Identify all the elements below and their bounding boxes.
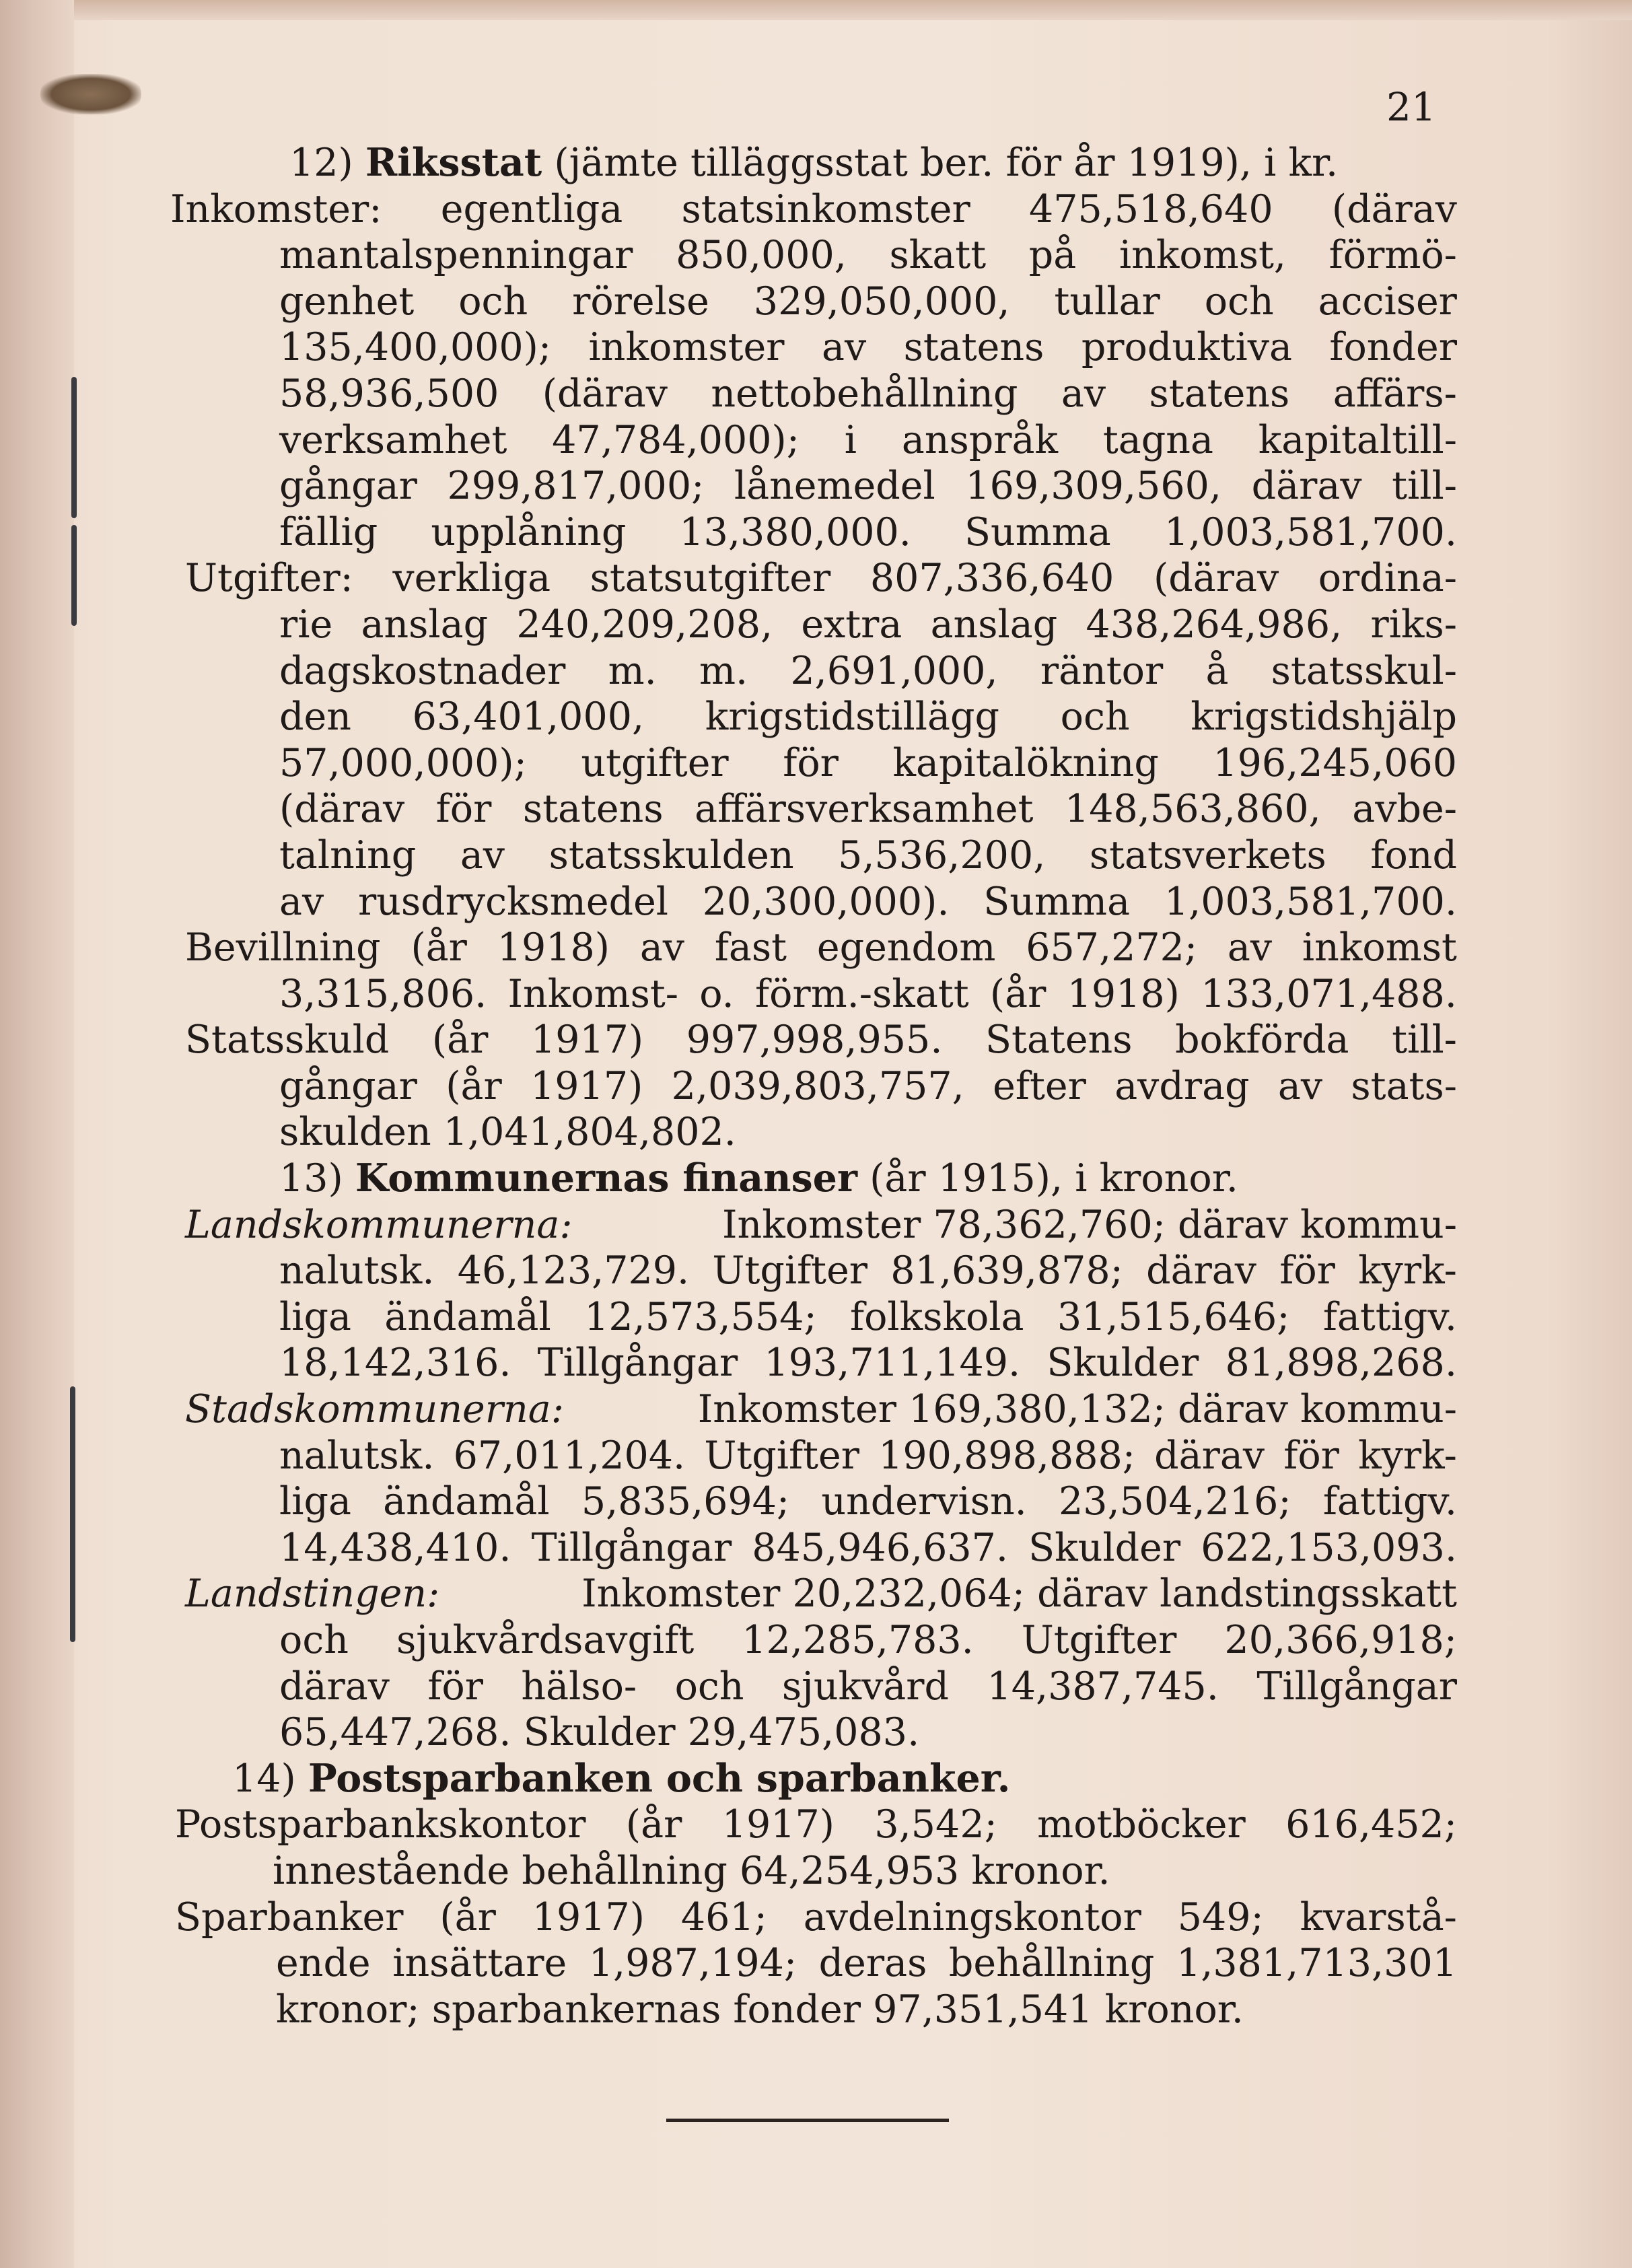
word: 329,050,000, [753,279,1010,324]
word: för [1283,1433,1339,1478]
word: acciser [1318,279,1457,324]
word: lånemedel [734,464,935,509]
text-line [185,1571,1457,1617]
word: Postsparbankskontor [175,1802,586,1847]
word: därav [1154,1433,1265,1478]
word: upplåning [431,509,627,555]
word: anspråk [901,417,1059,462]
section-title: Riksstat [365,140,542,185]
text-line [178,879,1457,925]
word: Tillgångar [531,1525,732,1570]
word: (år [989,971,1046,1016]
word: 46,123,729. [457,1248,690,1294]
section-heading [178,1156,1457,1202]
word: 196,245,060 [1213,740,1457,785]
word: (år [625,1802,682,1847]
text-line [178,279,1457,325]
word: undervisn. [821,1479,1027,1524]
word: den [279,695,351,740]
word: statens [903,325,1044,370]
word: av [1061,371,1106,416]
word: 58,936,500 [279,371,499,416]
word: förm.-skatt [754,971,969,1016]
text-line [178,1617,1457,1664]
word: 807,336,640 [870,556,1114,601]
word: (år [411,925,467,970]
word: 81,639,878; [890,1248,1123,1294]
word: och [674,1664,744,1709]
word: affärsverksamhet [695,787,1034,832]
subsection-label: Stadskommunerna: [185,1387,564,1432]
word: och [458,279,528,324]
word: av [460,832,505,878]
section-title: Postsparbanken och sparbanker. [308,1755,1011,1801]
word: 997,998,955. [686,1018,943,1063]
word: kyrk- [1358,1433,1457,1478]
binding-stitch [70,1521,75,1642]
word: å [1205,648,1229,693]
word: m. [699,648,748,693]
text-line [170,186,1457,233]
word: 12,285,783. [742,1618,974,1662]
word: stats- [1351,1063,1457,1108]
word: extra [801,602,902,647]
word: 20,366,918; [1224,1618,1457,1662]
word: inkomst, [1119,233,1287,278]
text-line: skulden 1,041,804,802. [279,1110,736,1155]
subsection-label: Landskommunerna: [185,1202,573,1247]
word: 1918) [497,925,610,970]
word: 3,542; [874,1802,997,1847]
word: 549; [1177,1894,1264,1940]
text-line [178,694,1457,740]
word: 3,315,806. [279,971,487,1016]
section-number: 14) [232,1756,296,1801]
word: och [1060,695,1130,740]
text-line [178,1433,1457,1479]
word: krigstidshjälp [1191,695,1457,740]
word: för [1279,1248,1335,1294]
word: liga [279,1479,351,1524]
word: egentliga [440,186,623,232]
section-subtitle: (år 1915), i kronor. [870,1156,1238,1201]
word: fonder [1329,325,1457,370]
word: gångar [279,1063,417,1108]
word: 461; [680,1894,767,1940]
word: 135,400,000); [279,325,552,370]
word: statens [1149,371,1290,416]
word: 1,381,713,301 [1176,1941,1457,1986]
word: (år [439,1894,496,1940]
word: av [279,879,324,924]
word: Utgifter: [185,556,353,601]
word: på [1028,233,1077,278]
word: Inkomst- [507,971,679,1016]
word: 67,011,204. [453,1433,686,1478]
word: motböcker [1037,1802,1246,1847]
word: fond [1370,832,1457,878]
word: statsverkets [1089,832,1326,878]
text-line [178,786,1457,832]
word: till- [1392,1018,1457,1063]
word: och [1204,279,1274,324]
word: talning [279,832,417,878]
word: för [783,740,839,785]
word: utgifter [581,740,729,785]
binding-stitch [71,525,77,626]
text-line [185,1202,1457,1248]
word: statsutgifter [590,556,831,601]
word: för [435,787,492,832]
word: rie [279,602,333,647]
word: därav [1146,1248,1256,1294]
word: (år [431,1018,489,1063]
word: 1918) [1067,971,1180,1016]
page-number: 21 [1386,84,1436,130]
word: avbe- [1352,787,1457,832]
word: Utgifter [704,1433,859,1478]
word: 438,264,986, [1086,602,1343,647]
word: 1917) [530,1063,643,1108]
text-line [178,463,1457,509]
section-subtitle: (jämte tilläggsstat ber. för år 1919), i kr. [554,141,1339,185]
word: Tillgångar [1256,1664,1457,1709]
book-spine [0,0,74,2268]
word: kapitaltill- [1258,417,1457,462]
section-title: Kommunernas finanser [355,1156,857,1201]
word: krigstidstillägg [705,695,999,740]
word: 133,071,488. [1201,971,1457,1016]
text-line [178,371,1457,417]
word: kapitalökning [892,740,1159,785]
text-line [178,1664,1457,1710]
word: (därav [1331,186,1457,232]
text-line [185,925,1457,971]
word: Bevillning [185,925,381,970]
word: Summa [983,879,1131,924]
word: 14,387,745. [987,1664,1219,1709]
word: 31,515,646; [1057,1294,1290,1339]
word: rörelse [572,279,709,324]
word: räntor [1040,648,1164,693]
word: till- [1392,464,1457,509]
word: genhet [279,279,415,324]
word: 240,209,208, [516,602,773,647]
word: statsinkomster [681,186,970,232]
word: avdrag [1114,1063,1250,1108]
word: tullar [1054,279,1160,324]
text-span: Inkomster 20,232,064; därav landstingsskatt [581,1571,1457,1617]
text-line [178,1294,1457,1341]
word: inkomst [1302,925,1457,970]
word: o. [699,971,734,1016]
word: 1,003,581,700. [1164,509,1457,555]
word: tagna [1102,417,1213,462]
word: fast [714,925,787,970]
word: (därav [279,787,405,832]
word: fällig [279,509,378,555]
text-line [178,648,1457,695]
word: Utgifter [1021,1618,1177,1662]
word: nettobehållning [711,371,1018,416]
word: 616,452; [1285,1802,1457,1847]
word: Skulder [1046,1341,1199,1386]
word: (därav [1154,556,1279,601]
word: (därav [542,371,668,416]
text-line [178,509,1457,556]
text-line [178,740,1457,787]
word: 14,438,410. [279,1525,511,1570]
text-line [178,232,1457,279]
text-line [178,1248,1457,1294]
word: statens [522,787,664,832]
word: verkliga [392,556,551,601]
word: av [821,325,867,370]
word: kyrk- [1358,1248,1457,1294]
word: bokförda [1175,1018,1349,1063]
text-line [178,1063,1457,1110]
text-line: kronor; sparbankernas fonder 97,351,541 kronor. [276,1987,1244,2032]
word: av [639,925,685,970]
text-line [185,1386,1457,1433]
text-line: innestående behållning 64,254,953 kronor. [273,1848,1110,1893]
text-line [185,555,1457,602]
word: 23,504,216; [1059,1479,1291,1524]
word: ändamål [384,1294,551,1339]
word: fattigv. [1322,1479,1457,1524]
text-line: 65,447,268. Skulder 29,475,083. [279,1710,920,1755]
word: egendom [816,925,996,970]
word: liga [279,1294,351,1339]
word: dagskostnader [279,648,566,693]
word: 475,518,640 [1028,186,1273,232]
word: sjukvård [781,1664,950,1709]
word: 1917) [532,1894,645,1940]
binding-thread-knot [40,74,141,114]
word: Tillgångar [537,1341,738,1386]
word: 1,987,194; [588,1941,797,1986]
word: 850,000, [676,233,847,278]
word: Statsskuld [185,1018,390,1063]
section-heading [178,140,1457,186]
text-line [178,1940,1457,1987]
word: hälso- [521,1664,637,1709]
word: av [1227,925,1273,970]
end-rule [666,2119,949,2122]
word: 190,898,888; [878,1433,1135,1478]
word: 13,380,000. [679,509,911,555]
word: Utgifter [712,1248,868,1294]
word: anslag [361,602,489,647]
word: därav [279,1664,390,1709]
word: statsskulden [548,832,794,878]
subsection-label: Landstingen: [185,1571,440,1617]
text-line [178,1525,1457,1571]
word: 63,401,000, [412,695,645,740]
word: 2,691,000, [790,648,998,693]
binding-stitch [71,377,77,518]
word: nalutsk. [279,1248,435,1294]
word: folkskola [850,1294,1024,1339]
word: skatt [889,233,987,278]
word: Skulder [1028,1525,1181,1570]
word: insättare [392,1941,567,1986]
word: verksamhet [279,417,507,462]
word: produktiva [1081,325,1292,370]
section-heading [178,1756,1457,1802]
word: deras [818,1941,927,1986]
word: 20,300,000). [702,879,950,924]
text-line [178,971,1457,1018]
word: riks- [1370,602,1457,647]
word: 5,835,694; [581,1479,790,1524]
word: nalutsk. [279,1433,435,1478]
text-line [175,1802,1457,1848]
word: Summa [964,509,1111,555]
word: förmö- [1328,233,1457,278]
text-line [178,832,1457,879]
word: 2,039,803,757, [671,1063,964,1108]
word: ordina- [1318,556,1457,601]
word: anslag [930,602,1058,647]
word: statsskul- [1271,648,1457,693]
word: 12,573,554; [584,1294,817,1339]
word: behållning [948,1941,1155,1986]
page-body [170,140,1457,2032]
word: 1917) [530,1018,644,1063]
word: 1,003,581,700. [1164,879,1457,924]
word: avdelningskontor [803,1894,1141,1940]
word: därav [1251,464,1362,509]
word: m. [608,648,657,693]
word: av [1277,1063,1323,1108]
word: 47,784,000); [552,417,800,462]
word: 148,563,860, [1065,787,1321,832]
text-line [178,1340,1457,1386]
word: i [844,417,857,462]
word: 57,000,000); [279,740,527,785]
word: inkomster [588,325,785,370]
word: Statens [985,1018,1133,1063]
page-top-edge [74,0,1632,20]
word: gångar [279,464,417,509]
word: och [279,1618,349,1662]
word: affärs- [1333,371,1457,416]
word: 169,309,560, [965,464,1222,509]
word: fattigv. [1322,1294,1457,1339]
word: 1917) [721,1802,835,1847]
word: 845,946,637. [752,1525,1009,1570]
section-number: 12) [289,141,353,185]
word: 81,898,268. [1225,1341,1457,1386]
section-number: 13) [279,1156,343,1201]
word: 299,817,000; [447,464,705,509]
word: efter [993,1063,1086,1108]
word: 622,153,093. [1201,1525,1457,1570]
word: kvarstå- [1300,1894,1457,1940]
text-line [178,1479,1457,1525]
text-line [178,417,1457,464]
text-line [178,602,1457,648]
word: 193,711,149. [764,1341,1021,1386]
text-line [178,324,1457,371]
word: Inkomster: [170,186,382,232]
word: 657,272; [1026,925,1198,970]
word: rusdrycksmedel [357,879,669,924]
word: (år [446,1063,502,1108]
word: Sparbanker [175,1894,404,1940]
text-span: Inkomster 169,380,132; därav kommu- [697,1387,1457,1432]
word: mantalspenningar [279,233,633,278]
text-line [175,1894,1457,1941]
text-line [185,1017,1457,1063]
word: för [427,1664,483,1709]
word: sjukvårdsavgift [396,1618,695,1662]
word: ende [276,1941,371,1986]
word: ändamål [383,1479,550,1524]
word: 18,142,316. [279,1341,511,1386]
word: 5,536,200, [838,832,1046,878]
text-span: Inkomster 78,362,760; därav kommu- [721,1202,1457,1247]
